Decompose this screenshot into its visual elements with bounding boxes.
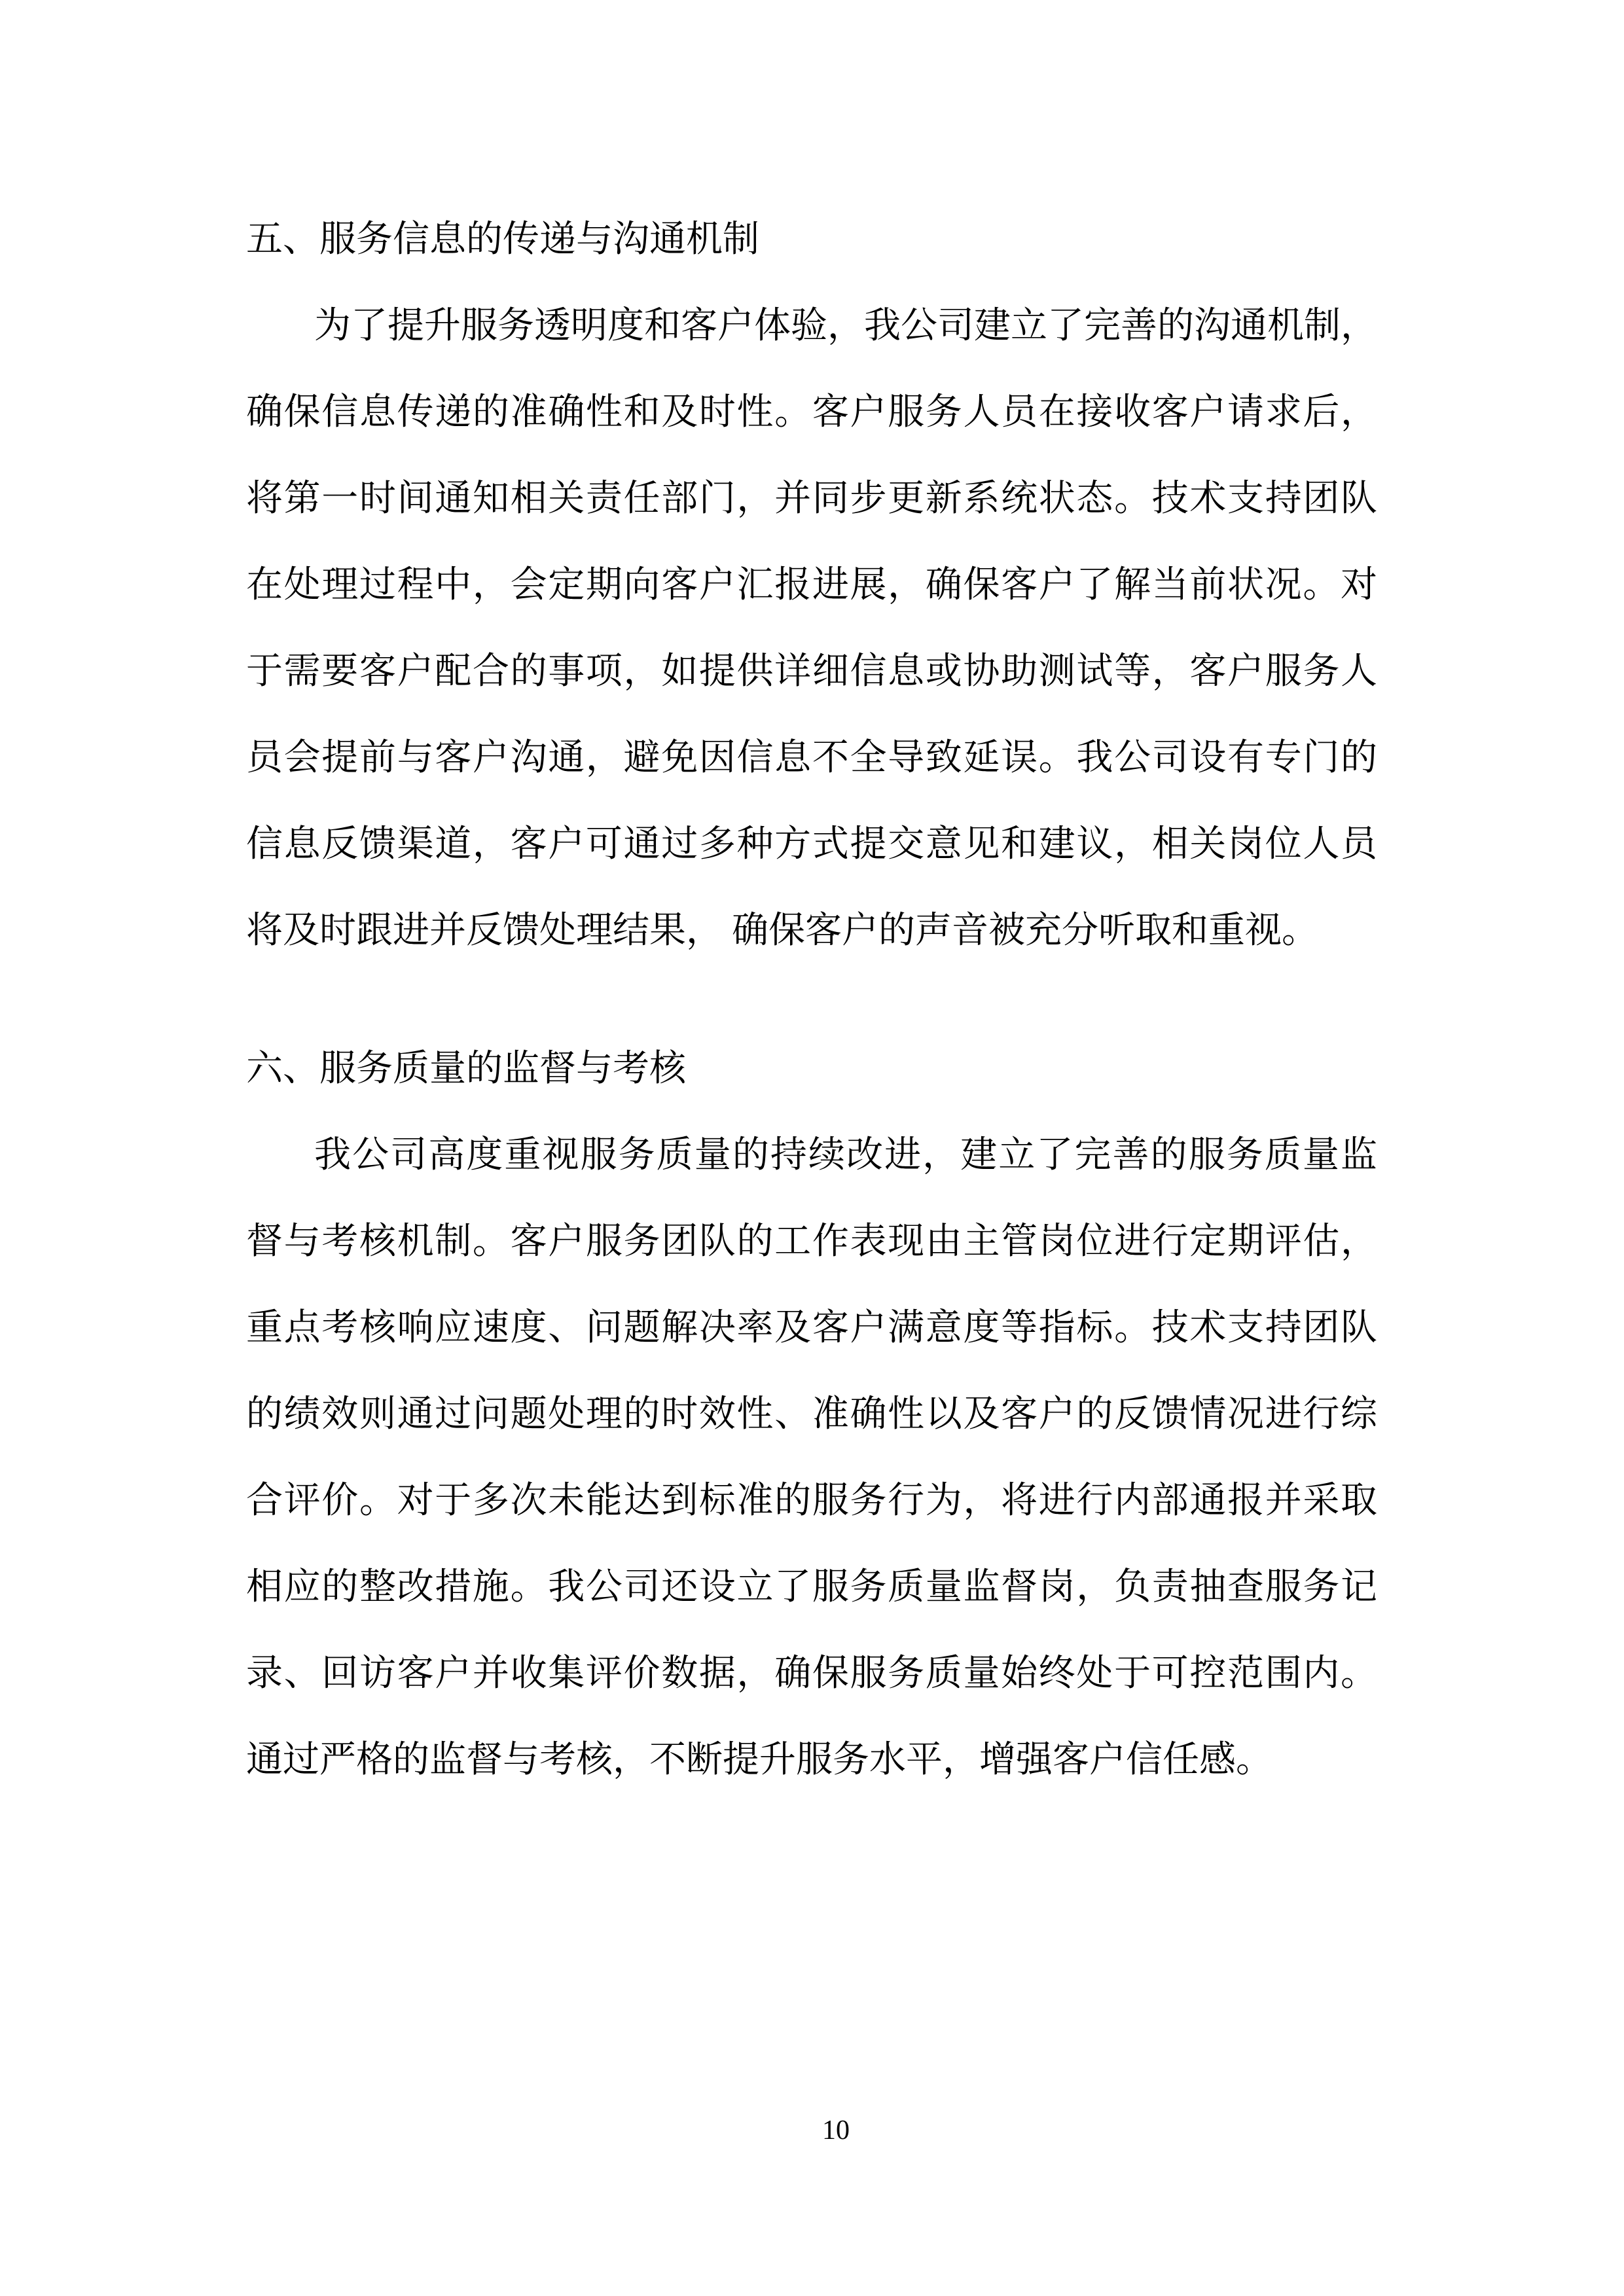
paragraph-line: 为了提升服务透明度和客户体验，我公司建立了完善的沟通机制， xyxy=(314,306,1377,346)
paragraph-line: 督与考核机制。客户服务团队的工作表现由主管岗位进行定期评估， xyxy=(246,1221,1377,1262)
paragraph-line: 通过严格的监督与考核，不断提升服务水平，增强客户信任感。 xyxy=(246,1740,1272,1780)
paragraph-line: 在处理过程中，会定期向客户汇报进展，确保客户了解当前状况。对 xyxy=(246,565,1377,605)
paragraph-line: 的绩效则通过问题处理的时效性、准确性以及客户的反馈情况进行综 xyxy=(246,1394,1377,1435)
paragraph-line: 将第一时间通知相关责任部门，并同步更新系统状态。技术支持团队 xyxy=(246,478,1377,519)
paragraph-line: 我公司高度重视服务质量的持续改进，建立了完善的服务质量监 xyxy=(314,1135,1377,1175)
section-heading-6: 六、服务质量的监督与考核 xyxy=(246,1049,686,1089)
paragraph-line: 合评价。对于多次未能达到标准的服务行为，将进行内部通报并采取 xyxy=(246,1480,1377,1521)
document-text-block xyxy=(246,196,1377,1803)
paragraph-line: 重点考核响应速度、问题解决率及客户满意度等指标。技术支持团队 xyxy=(246,1308,1377,1348)
paragraph-line: 于需要客户配合的事项，如提供详细信息或协助测试等，客户服务人 xyxy=(246,651,1377,692)
paragraph-line: 将及时跟进并反馈处理结果， 确保客户的声音被充分听取和重视。 xyxy=(246,910,1318,951)
page-number: 10 xyxy=(822,2115,850,2145)
paragraph-line: 员会提前与客户沟通，避免因信息不全导致延误。我公司设有专门的 xyxy=(246,738,1377,778)
paragraph-line: 确保信息传递的准确性和及时性。客户服务人员在接收客户请求后， xyxy=(246,392,1377,433)
paragraph-line: 相应的整改措施。我公司还设立了服务质量监督岗，负责抽查服务记 xyxy=(246,1567,1377,1607)
paragraph-line: 录、回访客户并收集评价数据，确保服务质量始终处于可控范围内。 xyxy=(246,1653,1377,1694)
section-heading-5: 五、服务信息的传递与沟通机制 xyxy=(246,219,759,260)
section-gap xyxy=(246,974,1377,1026)
paragraph-line: 信息反馈渠道，客户可通过多种方式提交意见和建议，相关岗位人员 xyxy=(246,824,1377,865)
